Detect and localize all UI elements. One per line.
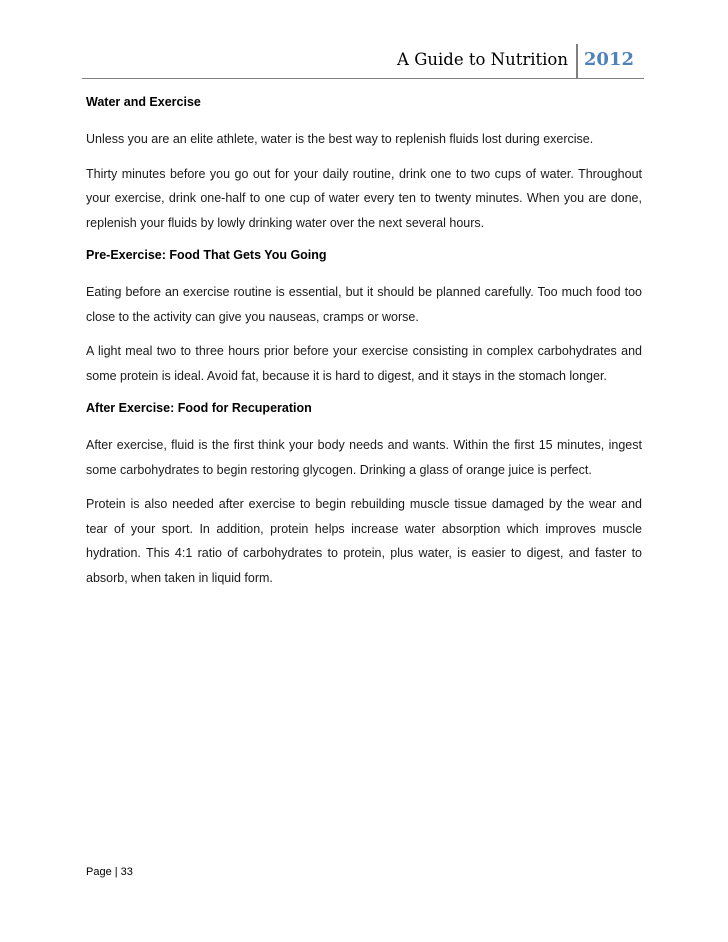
page-header xyxy=(82,44,644,79)
section-heading: Water and Exercise xyxy=(86,95,201,109)
header-year: 2012 xyxy=(583,49,634,70)
paragraph: After exercise, fluid is the first think your body needs and wants. Within the first 15 minutes, ingest some carbohydrates to begin restoring glycogen. Drinking a glass of orange juice is perfect. xyxy=(86,438,642,477)
header-title: A Guide to Nutrition xyxy=(397,50,568,69)
section-water-and-exercise xyxy=(86,92,642,235)
page-content xyxy=(86,92,642,600)
section-heading: After Exercise: Food for Recuperation xyxy=(86,401,312,415)
paragraph: Eating before an exercise routine is essential, but it should be planned carefully. Too much food too close to the activity can give you nauseas, cramps or worse. xyxy=(86,285,642,324)
paragraph: Thirty minutes before you go out for your daily routine, drink one to two cups of water. Throughout your exercise, drink one-half to one cup of water every ten to twenty minutes. When you are done, replenish your fluids by lowly drinking water over the next several hours. xyxy=(86,166,642,230)
section-pre-exercise xyxy=(86,245,642,388)
section-after-exercise xyxy=(86,398,642,590)
paragraph: A light meal two to three hours prior before your exercise consisting in complex carbohydrates and some protein is ideal. Avoid fat, because it is hard to digest, and it stays in the stomach longer. xyxy=(86,344,642,383)
section-heading: Pre-Exercise: Food That Gets You Going xyxy=(86,248,327,262)
header-separator xyxy=(576,44,578,78)
paragraph: Protein is also needed after exercise to begin rebuilding muscle tissue damaged by the wear and tear of your sport. In addition, protein helps increase water absorption which improves muscle hydration. This 4:1 ratio of carbohydrates to protein, plus water, is easier to digest, and faster to absorb, when taken in liquid form. xyxy=(86,497,642,585)
page-number-footer: Page | 33 xyxy=(86,866,133,878)
paragraph: Unless you are an elite athlete, water is the best way to replenish fluids lost during exercise. xyxy=(86,132,594,146)
